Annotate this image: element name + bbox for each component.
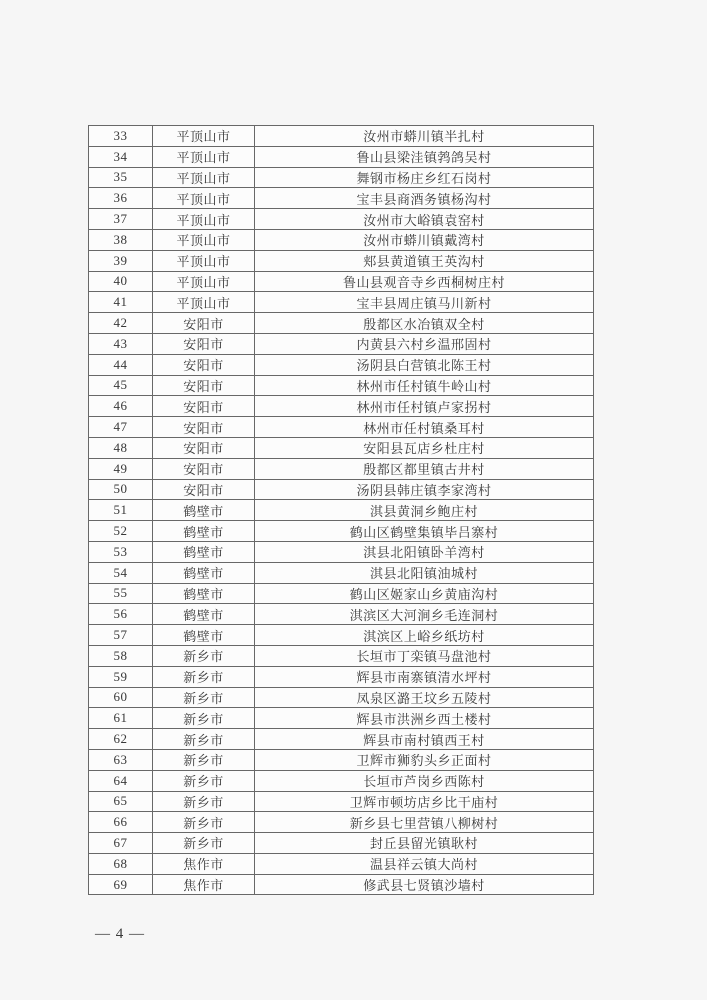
table-row [89,729,594,750]
table-row [89,479,594,500]
table-row [89,770,594,791]
city-cell: 新乡市 [153,812,255,833]
village-cell: 温县祥云镇大尚村 [255,853,594,874]
row-number-cell: 65 [89,791,153,812]
page-number: — 4 — [95,926,145,942]
city-cell: 焦作市 [153,874,255,895]
table-row [89,562,594,583]
row-number-cell: 51 [89,500,153,521]
table-row [89,209,594,230]
row-number-cell: 48 [89,437,153,458]
row-number-cell: 46 [89,396,153,417]
city-cell: 新乡市 [153,666,255,687]
city-cell: 平顶山市 [153,167,255,188]
table-row [89,833,594,854]
village-cell: 林州市任村镇牛岭山村 [255,375,594,396]
village-cell: 淇县北阳镇卧羊湾村 [255,541,594,562]
city-cell: 鹤壁市 [153,604,255,625]
table-row [89,313,594,334]
table-row [89,375,594,396]
city-cell: 平顶山市 [153,229,255,250]
city-cell: 新乡市 [153,749,255,770]
row-number-cell: 67 [89,833,153,854]
row-number-cell: 49 [89,458,153,479]
row-number-cell: 68 [89,853,153,874]
row-number-cell: 64 [89,770,153,791]
city-cell: 安阳市 [153,354,255,375]
row-number-cell: 35 [89,167,153,188]
city-cell: 平顶山市 [153,188,255,209]
row-number-cell: 58 [89,645,153,666]
village-cell: 卫辉市狮豹头乡正面村 [255,749,594,770]
village-cell: 汤阴县韩庄镇李家湾村 [255,479,594,500]
village-cell: 汝州市蟒川镇戴湾村 [255,229,594,250]
city-cell: 新乡市 [153,687,255,708]
table-row [89,126,594,147]
village-cell: 卫辉市顿坊店乡比干庙村 [255,791,594,812]
city-cell: 安阳市 [153,479,255,500]
city-cell: 新乡市 [153,645,255,666]
village-cell: 修武县七贤镇沙墙村 [255,874,594,895]
village-cell: 鹤山区姬家山乡黄庙沟村 [255,583,594,604]
village-cell: 安阳县瓦店乡杜庄村 [255,437,594,458]
row-number-cell: 53 [89,541,153,562]
city-cell: 鹤壁市 [153,625,255,646]
city-cell: 安阳市 [153,313,255,334]
village-cell: 长垣市芦岗乡西陈村 [255,770,594,791]
village-cell: 殷都区都里镇古井村 [255,458,594,479]
row-number-cell: 36 [89,188,153,209]
city-cell: 平顶山市 [153,250,255,271]
village-cell: 凤泉区潞王坟乡五陵村 [255,687,594,708]
village-cell: 辉县市南寨镇清水坪村 [255,666,594,687]
city-cell: 平顶山市 [153,209,255,230]
table-row [89,604,594,625]
row-number-cell: 57 [89,625,153,646]
city-cell: 新乡市 [153,791,255,812]
village-cell: 舞钢市杨庄乡红石岗村 [255,167,594,188]
row-number-cell: 47 [89,417,153,438]
table-row [89,791,594,812]
table-row [89,666,594,687]
table-body [89,126,594,895]
table-row [89,437,594,458]
row-number-cell: 33 [89,126,153,147]
row-number-cell: 59 [89,666,153,687]
table-row [89,687,594,708]
village-cell: 鹤山区鹤壁集镇毕吕寨村 [255,521,594,542]
table-row [89,458,594,479]
city-cell: 安阳市 [153,458,255,479]
table-row [89,229,594,250]
table-row [89,354,594,375]
row-number-cell: 56 [89,604,153,625]
row-number-cell: 54 [89,562,153,583]
village-cell: 鲁山县梁洼镇鹁鸽吴村 [255,146,594,167]
table-row [89,521,594,542]
village-cell: 淇滨区上峪乡纸坊村 [255,625,594,646]
row-number-cell: 61 [89,708,153,729]
row-number-cell: 66 [89,812,153,833]
table-row [89,292,594,313]
row-number-cell: 37 [89,209,153,230]
village-cell: 辉县市洪洲乡西土楼村 [255,708,594,729]
row-number-cell: 69 [89,874,153,895]
city-cell: 平顶山市 [153,126,255,147]
city-cell: 安阳市 [153,375,255,396]
city-cell: 新乡市 [153,770,255,791]
table-row [89,167,594,188]
village-cell: 林州市任村镇卢家拐村 [255,396,594,417]
table-row [89,812,594,833]
village-cell: 宝丰县商酒务镇杨沟村 [255,188,594,209]
row-number-cell: 39 [89,250,153,271]
city-cell: 新乡市 [153,729,255,750]
row-number-cell: 41 [89,292,153,313]
village-cell: 汝州市大峪镇袁窑村 [255,209,594,230]
row-number-cell: 44 [89,354,153,375]
table-row [89,853,594,874]
village-cell: 新乡县七里营镇八柳树村 [255,812,594,833]
table-row [89,417,594,438]
row-number-cell: 38 [89,229,153,250]
row-number-cell: 62 [89,729,153,750]
city-cell: 鹤壁市 [153,583,255,604]
village-cell: 宝丰县周庄镇马川新村 [255,292,594,313]
city-cell: 安阳市 [153,396,255,417]
row-number-cell: 55 [89,583,153,604]
village-cell: 封丘县留光镇耿村 [255,833,594,854]
village-cell: 辉县市南村镇西王村 [255,729,594,750]
village-cell: 淇滨区大河涧乡毛连洞村 [255,604,594,625]
table-row [89,708,594,729]
city-cell: 鹤壁市 [153,562,255,583]
row-number-cell: 45 [89,375,153,396]
table-row [89,583,594,604]
village-cell: 汝州市蟒川镇半扎村 [255,126,594,147]
city-cell: 安阳市 [153,333,255,354]
city-cell: 鹤壁市 [153,541,255,562]
row-number-cell: 42 [89,313,153,334]
table-row [89,146,594,167]
table-row [89,271,594,292]
row-number-cell: 63 [89,749,153,770]
city-cell: 焦作市 [153,853,255,874]
village-cell: 汤阴县白营镇北陈王村 [255,354,594,375]
city-cell: 安阳市 [153,417,255,438]
village-cell: 内黄县六村乡温邢固村 [255,333,594,354]
table-row [89,250,594,271]
city-cell: 平顶山市 [153,292,255,313]
city-cell: 平顶山市 [153,271,255,292]
table-row [89,500,594,521]
village-cell: 淇县黄洞乡鲍庄村 [255,500,594,521]
table-row [89,333,594,354]
table-row [89,749,594,770]
city-cell: 鹤壁市 [153,521,255,542]
row-number-cell: 52 [89,521,153,542]
village-cell: 郏县黄道镇王英沟村 [255,250,594,271]
city-cell: 安阳市 [153,437,255,458]
table-row [89,396,594,417]
village-list-table [88,125,594,895]
city-cell: 新乡市 [153,708,255,729]
village-cell: 长垣市丁栾镇马盘池村 [255,645,594,666]
village-cell: 殷都区水冶镇双全村 [255,313,594,334]
table-row [89,645,594,666]
village-cell: 鲁山县观音寺乡西桐树庄村 [255,271,594,292]
village-cell: 林州市任村镇桑耳村 [255,417,594,438]
row-number-cell: 60 [89,687,153,708]
table-row [89,874,594,895]
city-cell: 平顶山市 [153,146,255,167]
row-number-cell: 50 [89,479,153,500]
village-cell: 淇县北阳镇油城村 [255,562,594,583]
row-number-cell: 40 [89,271,153,292]
row-number-cell: 34 [89,146,153,167]
table-row [89,188,594,209]
row-number-cell: 43 [89,333,153,354]
city-cell: 新乡市 [153,833,255,854]
table-row [89,541,594,562]
city-cell: 鹤壁市 [153,500,255,521]
table-row [89,625,594,646]
